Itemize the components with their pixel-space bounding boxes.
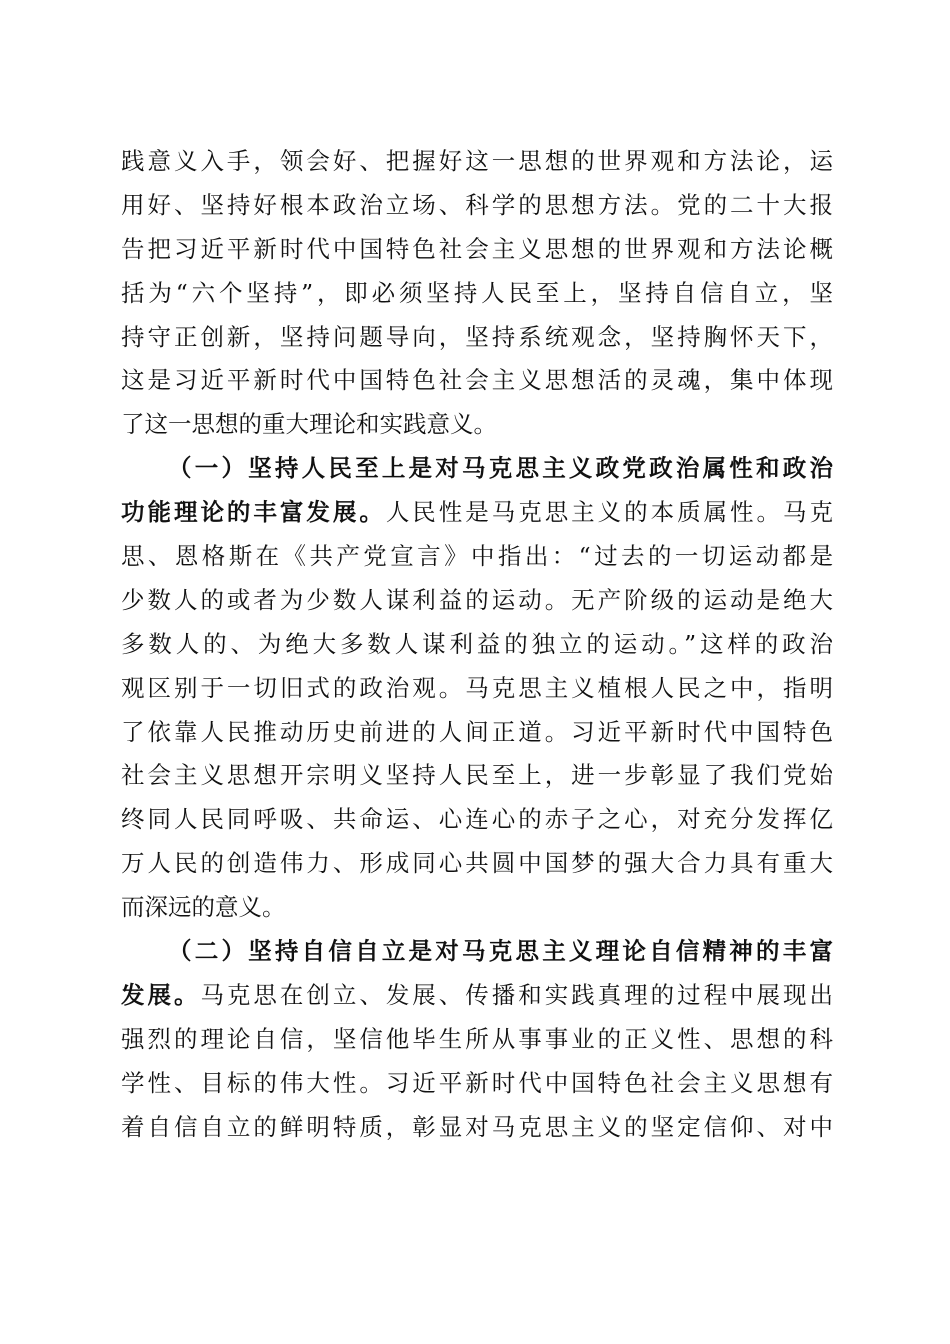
paragraph-2-line: 观区别于一切旧式的政治观。马克思主义植根人民之中，指明 — [121, 673, 833, 702]
paragraph-2 — [121, 447, 833, 930]
paragraph-1-line: 践意义入手，领会好、把握好这一思想的世界观和方法论，运 — [121, 147, 833, 175]
paragraph-3-text: 马克思在创立、发展、传播和实践真理的过程中展现出 — [200, 980, 833, 1009]
paragraph-1-line: 括为“六个坚持”，即必须坚持人民至上，坚持自信自立，坚 — [121, 278, 833, 307]
paragraph-2-line: 多数人的、为绝大多数人谋利益的独立的运动。”这样的政治 — [121, 629, 833, 658]
section-2-heading-end: 发展。 — [121, 980, 201, 1009]
paragraph-1-line: 持守正创新，坚持问题导向，坚持系统观念，坚持胸怀天下， — [121, 322, 833, 351]
paragraph-2-line: 社会主义思想开宗明义坚持人民至上，进一步彰显了我们党始 — [121, 761, 833, 790]
section-1-heading: （一）坚持人民至上是对马克思主义政党政治属性和政治 — [168, 454, 833, 483]
paragraph-2-line: 少数人的或者为少数人谋利益的运动。无产阶级的运动是绝大 — [121, 585, 833, 614]
paragraph-2-line: 万人民的创造伟力、形成同心共圆中国梦的强大合力具有重大 — [121, 849, 833, 878]
section-1-heading-end: 功能理论的丰富发展。 — [121, 498, 386, 527]
paragraph-2-line: 思、恩格斯在《共产党宣言》中指出：“过去的一切运动都是 — [121, 542, 833, 571]
paragraph-2-line: 了依靠人民推动历史前进的人间正道。习近平新时代中国特色 — [121, 717, 833, 746]
paragraph-1-line: 这是习近平新时代中国特色社会主义思想活的灵魂，集中体现 — [121, 366, 833, 395]
paragraph-3 — [121, 930, 833, 1149]
paragraph-2-line: 终同人民同呼吸、共命运、心连心的赤子之心，对充分发挥亿 — [121, 805, 833, 834]
paragraph-3-line: 学性、目标的伟大性。习近平新时代中国特色社会主义思想有 — [121, 1068, 833, 1097]
paragraph-3-line: 着自信自立的鲜明特质，彰显对马克思主义的坚定信仰、对中 — [121, 1112, 833, 1141]
paragraph-1-line: 了这一思想的重大理论和实践意义。 — [121, 410, 497, 439]
paragraph-2-text: 人民性是马克思主义的本质属性。马克 — [385, 498, 833, 527]
paragraph-3-line: 强烈的理论自信，坚信他毕生所从事事业的正义性、思想的科 — [121, 1024, 833, 1053]
section-2-heading: （二）坚持自信自立是对马克思主义理论自信精神的丰富 — [168, 937, 833, 966]
paragraph-2-line — [121, 491, 833, 535]
document-body — [121, 140, 833, 1149]
paragraph-1 — [121, 140, 833, 447]
paragraph-2-line: 而深远的意义。 — [121, 893, 286, 922]
paragraph-1-line: 告把习近平新时代中国特色社会主义思想的世界观和方法论概 — [121, 234, 833, 263]
paragraph-1-line: 用好、坚持好根本政治立场、科学的思想方法。党的二十大报 — [121, 190, 833, 219]
paragraph-3-line — [121, 974, 833, 1018]
